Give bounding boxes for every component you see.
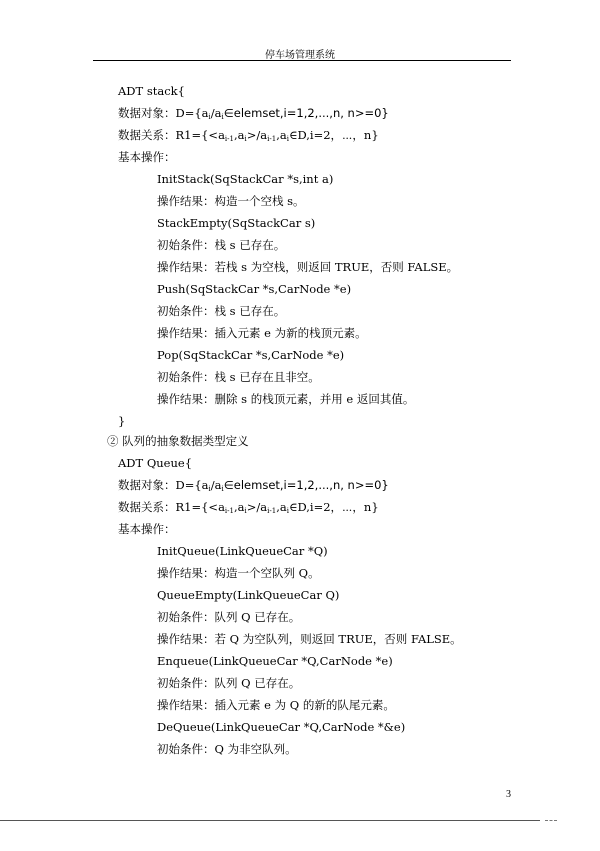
op-precondition: 初始条件：栈 s 已存在。 [157, 238, 286, 252]
op-precondition: 初始条件：队列 Q 已存在。 [157, 610, 301, 624]
op-signature: DeQueue(LinkQueueCar *Q,CarNode *&e) [157, 720, 406, 734]
header-rule [93, 60, 511, 61]
op-precondition: 初始条件：栈 s 已存在且非空。 [157, 370, 320, 384]
stack-adt-open: ADT stack{ [118, 84, 185, 98]
op-precondition: 初始条件：Q 为非空队列。 [157, 742, 297, 756]
op-result: 操作结果：插入元素 e 为 Q 的新的队尾元素。 [157, 698, 395, 712]
stack-data-object: 数据对象：$D=\{a_i/a_i\in elemset,i=1,2,...,n$, n>=0} [118, 106, 389, 121]
op-result: 操作结果：构造一个空栈 s。 [157, 194, 305, 208]
op-signature: InitStack(SqStackCar *s,int a) [157, 172, 334, 186]
stack-ops-label: 基本操作： [118, 150, 176, 164]
op-result: 操作结果：若 Q 为空队列，则返回 TRUE，否则 FALSE。 [157, 632, 462, 646]
queue-adt-open: ADT Queue{ [118, 456, 193, 470]
stack-adt-close: } [118, 414, 126, 428]
queue-ops-label: 基本操作： [118, 522, 176, 536]
op-precondition: 初始条件：队列 Q 已存在。 [157, 676, 301, 690]
op-signature: InitQueue(LinkQueueCar *Q) [157, 544, 328, 558]
op-signature: QueueEmpty(LinkQueueCar Q) [157, 588, 340, 602]
page-number: 3 [506, 789, 511, 800]
running-header: 停车场管理系统 [265, 50, 335, 61]
op-precondition: 初始条件：栈 s 已存在。 [157, 304, 286, 318]
op-signature: StackEmpty(SqStackCar s) [157, 216, 316, 230]
op-signature: Enqueue(LinkQueueCar *Q,CarNode *e) [157, 654, 393, 668]
op-result: 操作结果：删除 s 的栈顶元素，并用 e 返回其值。 [157, 392, 415, 406]
footer-dash [545, 820, 557, 821]
op-signature: Pop(SqStackCar *s,CarNode *e) [157, 348, 345, 362]
footer-rule [0, 820, 540, 821]
op-result: 操作结果：构造一个空队列 Q。 [157, 566, 320, 580]
op-result: 操作结果：插入元素 e 为新的栈顶元素。 [157, 326, 367, 340]
op-signature: Push(SqStackCar *s,CarNode *e) [157, 282, 352, 296]
section-title: ② 队列的抽象数据类型定义 [107, 434, 249, 448]
stack-data-relation: 数据关系：$R1=\{<a_{i-1},a_i>/a_{i-1},a_i\in D,i=2$，⋯，n} [118, 128, 379, 143]
queue-data-relation: 数据关系：$R1=\{<a_{i-1},a_i>/a_{i-1},a_i\in D,i=2$，⋯，n} [118, 500, 379, 515]
queue-data-object: 数据对象：$D=\{a_i/a_i\in elemset,i=1,2,...,n$, n>=0} [118, 478, 389, 493]
op-result: 操作结果：若栈 s 为空栈，则返回 TRUE，否则 FALSE。 [157, 260, 459, 274]
